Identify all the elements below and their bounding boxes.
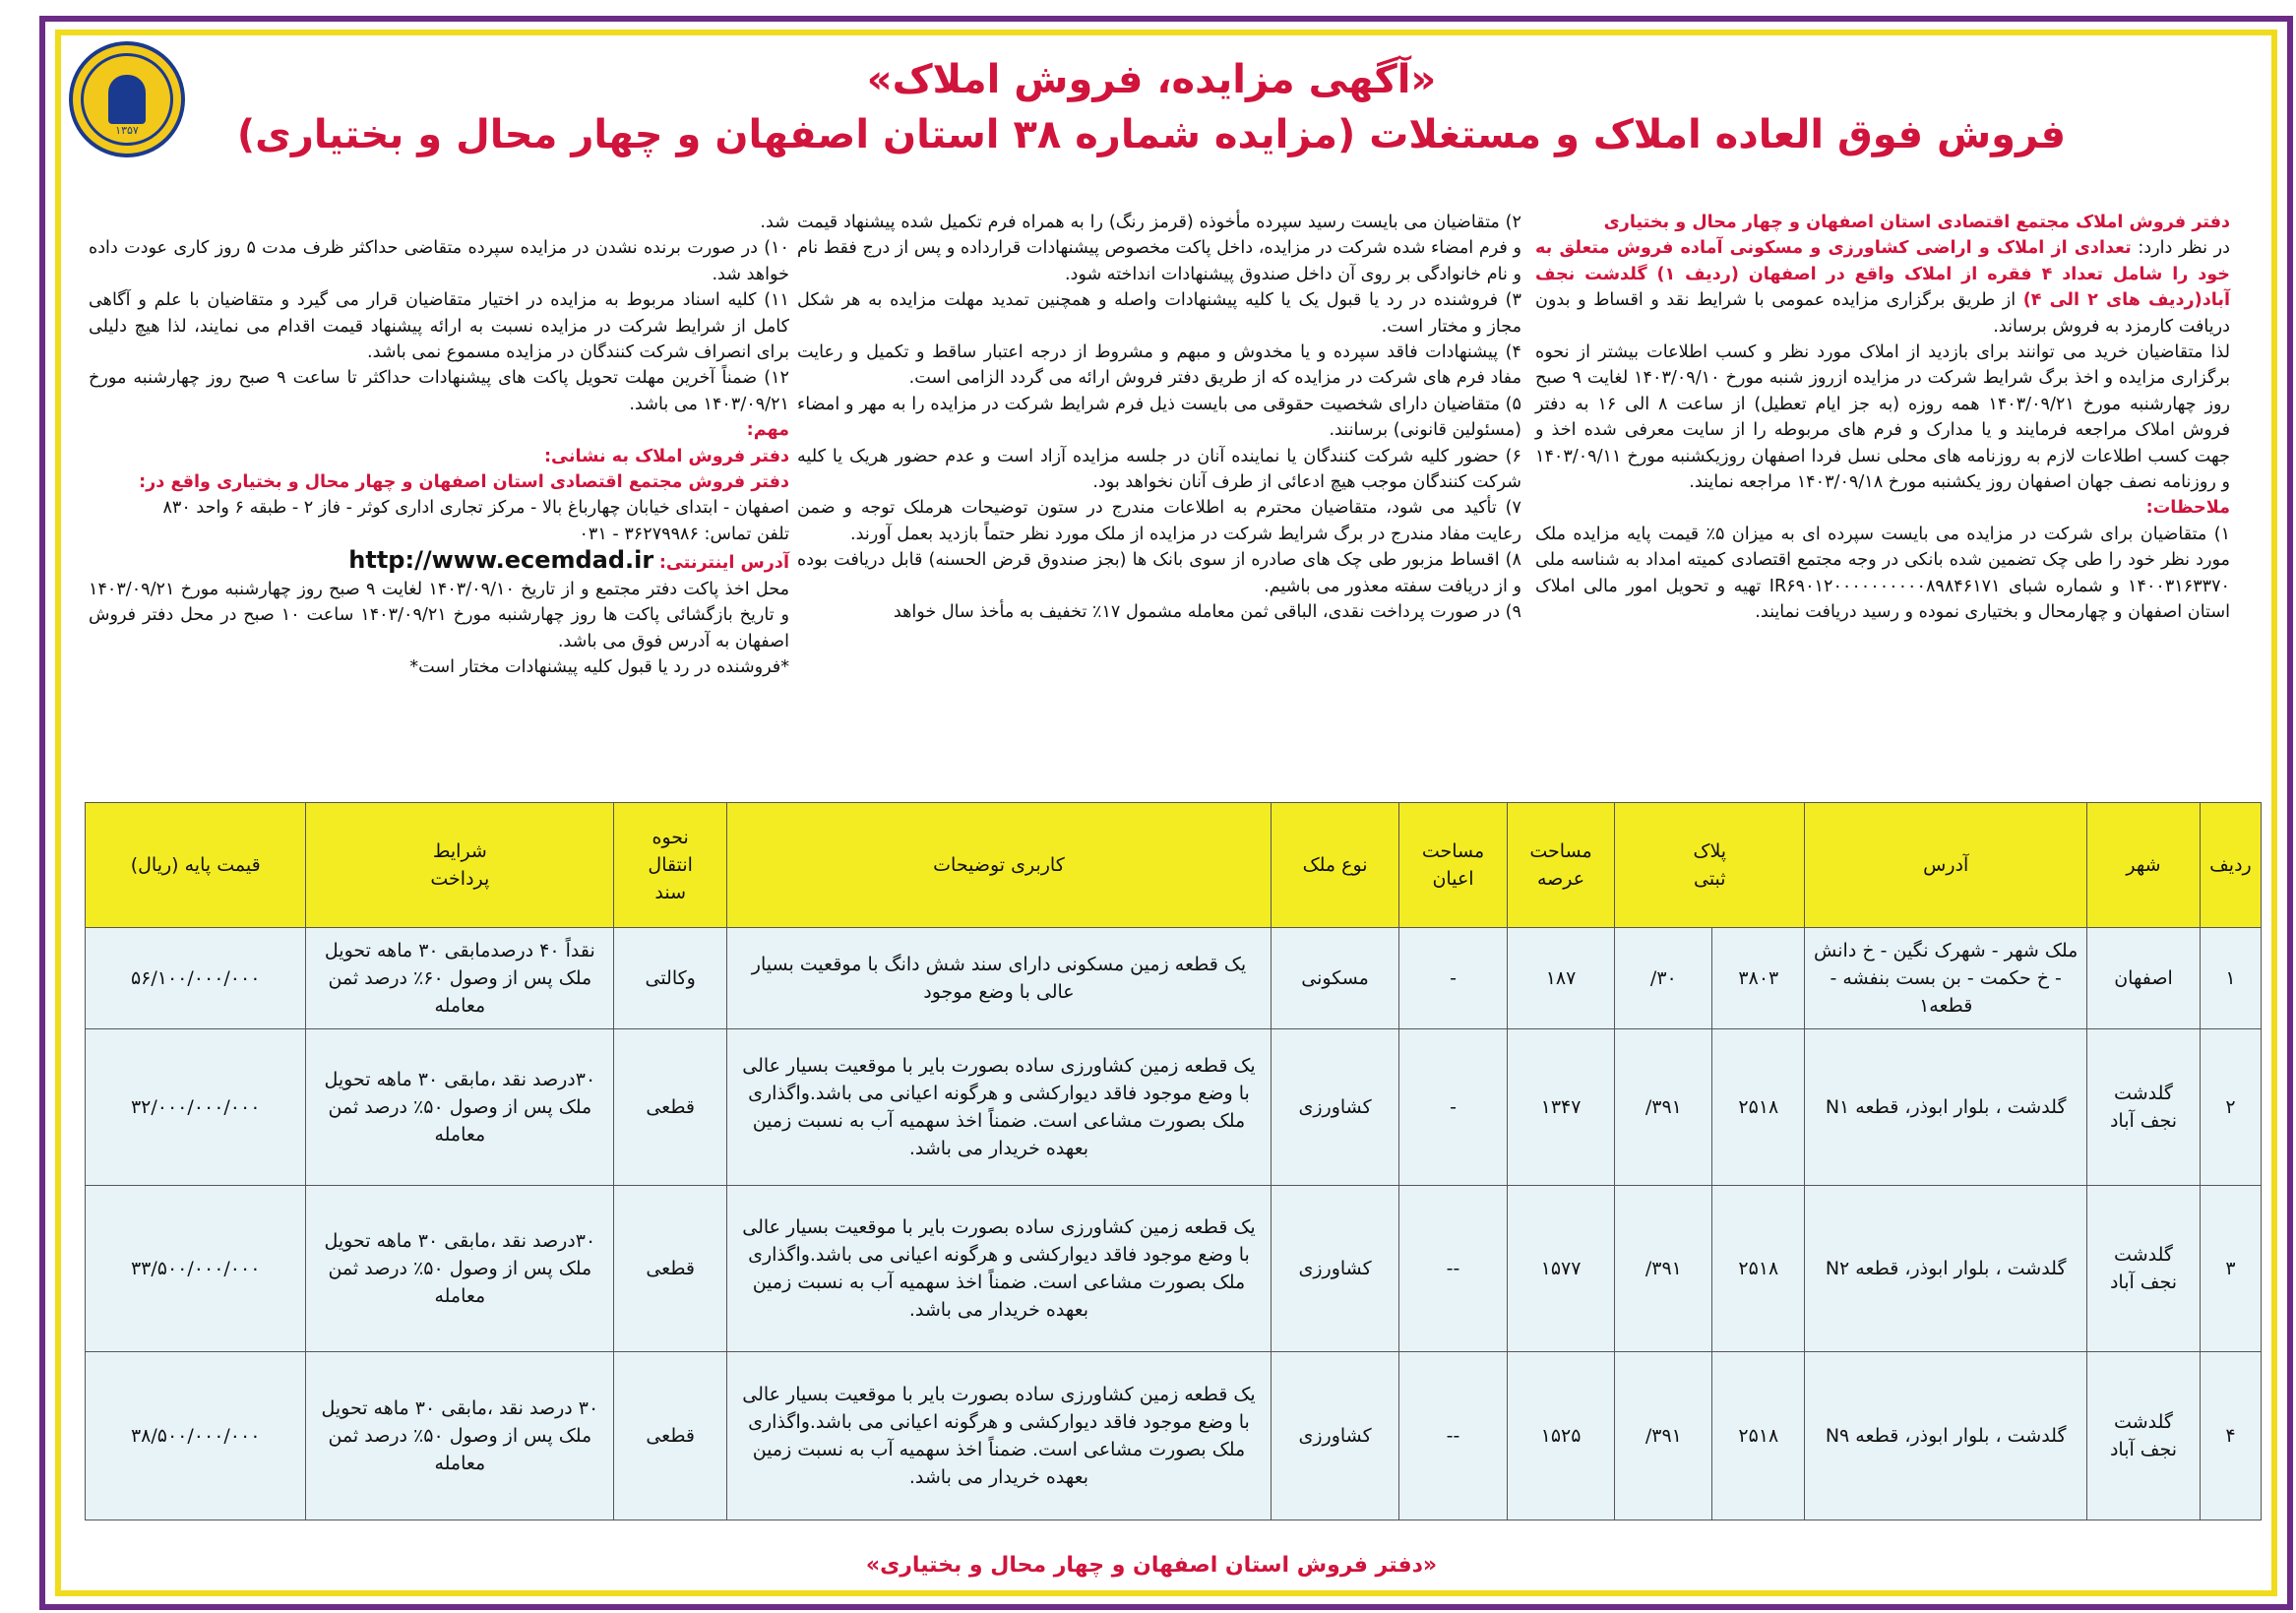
- header-land-b: عرصه: [1536, 868, 1585, 890]
- cell-transfer: قطعی: [614, 1352, 727, 1520]
- column-right: [1535, 210, 2230, 626]
- cell-plate-sub: ۳۰/: [1615, 928, 1712, 1029]
- cell-row-number: ۳: [2200, 1186, 2261, 1352]
- table-row: [86, 1029, 2262, 1186]
- ad-title: «آگهی مزایده، فروش املاک»: [866, 57, 1437, 102]
- header-bldg-a: مساحت: [1421, 840, 1485, 862]
- cell-price: ۳۳/۵۰۰/۰۰۰/۰۰۰: [86, 1186, 306, 1352]
- header-land-area: [1507, 803, 1615, 928]
- cell-terms: ۳۰ درصد نقد ،مابقی ۳۰ ماهه تحویل ملک پس از وصول ۵۰٪ درصد ثمن معامله: [306, 1352, 614, 1520]
- note-9-continued: شد.: [760, 213, 789, 232]
- header-type: نوع ملک: [1271, 803, 1398, 928]
- note-8: ۸) اقساط مزبور طی چک های صادره از سوی بانک ها (بجز صندوق قرض الحسنه) قابل دریافت بوده و از دریافت سفته معذور می باشیم.: [797, 550, 1521, 596]
- cell-land-area: ۱۵۲۵: [1507, 1352, 1615, 1520]
- cell-type: کشاورزی: [1271, 1352, 1398, 1520]
- cell-plate-sub: ۳۹۱/: [1615, 1352, 1712, 1520]
- cell-city: گلدشت نجف آباد: [2087, 1186, 2201, 1352]
- cell-transfer: وکالتی: [614, 928, 727, 1029]
- cell-transfer: قطعی: [614, 1186, 727, 1352]
- emdad-committee-logo: [69, 41, 185, 157]
- visit-paragraph: لذا متقاضیان خرید می توانند برای بازدید از املاک مورد نظر و کسب اطلاعات بیشتر از نحوه برگزاری مزایده و اخذ برگ شرایط شرکت در مزایده ازروز شنبه مورخ ۱۴۰۳/۰۹/۱۰ لغایت ۹ صبح روز چهارشنبه مورخ ۱۴۰۳/۰۹/۲۱ همه روزه (به جز ایام تعطیل) از ساعت ۸ الی ۱۶ به دفتر فروش املاک مراجعه فرمایند و یا مدارک و فرم های مربوطه را از سایت معرفی شده اخذ و جهت کسب اطلاعات لازم به روزنامه های محلی نسل فردا اصفهان روزیکشنبه مورخ ۱۴۰۳/۰۹/۱۱ و روزنامه نصف جهان اصفهان روز یکشنبه مورخ ۱۴۰۳/۰۹/۱۸ مراجعه نمایند.: [1535, 342, 2231, 493]
- note-7: ۷) تأکید می شود، متقاضیان محترم به اطلاعات مندرج در ستون توضیحات هرملک توجه و ضمن رعایت مفاد مندرج در برگ شرایط شرکت در مزایده از ملک مورد نظر حتماً بازدید بعمل آورند.: [797, 498, 1521, 544]
- header-plate: [1615, 803, 1805, 928]
- cell-description: یک قطعه زمین کشاورزی ساده بصورت بایر با موقعیت بسیار عالی با وضع موجود فاقد دیوارکشی و هرگونه اعیانی می باشد.واگذاری ملک بصورت مشاعی است. ضمناً اخذ سهمیه آب به نسبت زمین بعهده خریدار می باشد.: [727, 1029, 1272, 1186]
- cell-price: ۳۸/۵۰۰/۰۰۰/۰۰۰: [86, 1352, 306, 1520]
- website-link[interactable]: http://www.ecemdad.ir: [348, 546, 654, 575]
- cell-transfer: قطعی: [614, 1029, 727, 1186]
- column-left: [89, 210, 789, 680]
- note-3: ۳) فروشنده در رد یا قبول یک یا کلیه پیشنهادات واصله و همچنین تمدید مهلت مزایده به هر شکل مجاز و مختار است.: [797, 290, 1521, 337]
- cell-row-number: ۴: [2200, 1352, 2261, 1520]
- cell-price: ۳۲/۰۰۰/۰۰۰/۰۰۰: [86, 1029, 306, 1186]
- cell-type: کشاورزی: [1271, 1029, 1398, 1186]
- cell-plate-sub: ۳۹۱/: [1615, 1186, 1712, 1352]
- office-phone: تلفن تماس: ۳۶۲۷۹۹۸۶ - ۰۳۱: [579, 524, 789, 544]
- office-heading: دفتر فروش املاک مجتمع اقتصادی استان اصفهان و چهار محال و بختیاری: [1603, 213, 2230, 232]
- header-plate-b: ثبتی: [1693, 868, 1726, 890]
- cell-price: ۵۶/۱۰۰/۰۰۰/۰۰۰: [86, 928, 306, 1029]
- header-plate-a: پلاک: [1693, 840, 1727, 862]
- cell-plate-main: ۳۸۰۳: [1712, 928, 1805, 1029]
- cell-address: ملک شهر - شهرک نگین - خ دانش - خ حکمت - بن بست بنفشه - قطعه۱: [1805, 928, 2087, 1029]
- cell-city: اصفهان: [2087, 928, 2201, 1029]
- header-transfer-b: انتقال: [648, 854, 693, 876]
- cell-description: یک قطعه زمین کشاورزی ساده بصورت بایر با موقعیت بسیار عالی با وضع موجود فاقد دیوارکشی و هرگونه اعیانی می باشد.واگذاری ملک بصورت مشاعی است. ضمناً اخذ سهمیه آب به نسبت زمین بعهده خریدار می باشد.: [727, 1186, 1272, 1352]
- note-1: ۱) متقاضیان برای شرکت در مزایده می بایست سپرده ای به میزان ۵٪ قیمت پایه مزایده ملک مورد نظر خود را طی چک تضمین شده بانکی در وجه مجتمع اقتصادی کمیته امداد به شناسه ملی ۱۴۰۰۳۱۶۳۳۷۰ و شماره شبای IR۶۹۰۱۲۰۰۰۰۰۰۰۰۰۰۸۹۸۴۶۱۷۱ تهیه و تحویل امور مالی املاک استان اصفهان و چهارمحال و بختیاری نموده و رسید دریافت نمایند.: [1535, 524, 2231, 623]
- note-2: ۲) متقاضیان می بایست رسید سپرده مأخوذه (قرمز رنگ) را به همراه فرم تکمیل شده پیشنهاد قیمت و فرم امضاء شده شرکت در مزایده، داخل پاکت مخصوص پیشنهادات قرارداده و پس از درج فقط نام و نام خانوادگی بر روی آن داخل صندوق پیشنهادات انداخته شود.: [797, 213, 1521, 284]
- note-12: ۱۲) ضمناً آخرین مهلت تحویل پاکت های پیشنهادات حداکثر تا ساعت ۹ صبح روز چهارشنبه مورخ ۱۴۰۳/۰۹/۲۱ می باشد.: [89, 368, 790, 414]
- header-row-number: ردیف: [2200, 803, 2261, 928]
- header-terms-b: پرداخت: [430, 868, 490, 890]
- cell-description: یک قطعه زمین مسکونی دارای سند شش دانگ با موقعیت بسیار عالی با وضع موجود: [727, 928, 1272, 1029]
- cell-plate-main: ۲۵۱۸: [1712, 1029, 1805, 1186]
- header-description: کاربری توضیحات: [727, 803, 1272, 928]
- important-heading: مهم:: [746, 420, 789, 441]
- cell-land-area: ۱۵۷۷: [1507, 1186, 1615, 1352]
- header-transfer-a: نحوه: [652, 827, 689, 848]
- cell-city: گلدشت نجف آباد: [2087, 1352, 2201, 1520]
- delivery-info: محل اخذ پاکت دفتر مجتمع و از تاریخ ۱۴۰۳/۰۹/۱۰ لغایت ۹ صبح روز چهارشنبه مورخ ۱۴۰۳/۰۹/۲۱ و تاریخ بازگشائی پاکت ها روز چهارشنبه مورخ ۱۴۰۳/۰۹/۲۱ ساعت ۱۰ صبح در محل دفتر فروش اصفهان به آدرس فوق می باشد.: [89, 579, 790, 651]
- cell-city: گلدشت نجف آباد: [2087, 1029, 2201, 1186]
- cell-row-number: ۱: [2200, 928, 2261, 1029]
- header-address: آدرس: [1805, 803, 2087, 928]
- intro-prefix: در نظر دارد:: [2131, 238, 2230, 259]
- ad-subtitle: فروش فوق العاده املاک و مستغلات (مزایده شماره ۳۸ استان اصفهان و چهار محال و بختیاری): [236, 112, 2067, 157]
- table-row: [86, 928, 2262, 1029]
- header-land-a: مساحت: [1529, 840, 1592, 862]
- note-10: ۱۰) در صورت برنده نشدن در مزایده سپرده متقاضی حداکثر ظرف مدت ۵ روز کاری عودت داده خواهد شد.: [89, 238, 789, 284]
- header-building-area: [1399, 803, 1508, 928]
- cell-address: گلدشت ، بلوار ابوذر، قطعه N۱: [1805, 1029, 2087, 1186]
- cell-terms: ۳۰درصد نقد ،مابقی ۳۰ ماهه تحویل ملک پس از وصول ۵۰٪ درصد ثمن معامله: [306, 1029, 614, 1186]
- header-price: قیمت پایه (ریال): [86, 803, 306, 928]
- intro-highlight: تعدادی از املاک و اراضی کشاورزی و مسکونی آماده فروش متعلق به خود را شامل تعداد ۴ فقره از املاک واقع در اصفهان (ردیف ۱) گلدشت نجف آباد(ردیف های ۲ الی ۴): [1535, 238, 2230, 311]
- office-location: دفتر فروش مجتمع اقتصادی استان اصفهان و چهار محال و بختیاری واقع در:: [139, 472, 789, 493]
- office-address: اصفهان - ابتدای خیابان چهارباغ بالا - مرکز تجاری اداری کوثر - فاز ۲ - طبقه ۶ واحد ۸۳۰: [162, 498, 789, 519]
- cell-plate-main: ۲۵۱۸: [1712, 1352, 1805, 1520]
- family-figure-icon: [108, 75, 146, 124]
- cell-terms: نقداً ۴۰ درصدمابقی ۳۰ ماهه تحویل ملک پس از وصول ۶۰٪ درصد ثمن معامله: [306, 928, 614, 1029]
- cell-building-area: --: [1399, 1352, 1508, 1520]
- address-heading: دفتر فروش املاک به نشانی:: [544, 446, 789, 466]
- header-terms: [306, 803, 614, 928]
- cell-address: گلدشت ، بلوار ابوذر، قطعه N۹: [1805, 1352, 2087, 1520]
- notes-heading: ملاحظات:: [2145, 498, 2230, 519]
- website-label: آدرس اینترنتی:: [658, 553, 789, 574]
- header-bldg-b: اعیان: [1432, 868, 1474, 890]
- cell-terms: ۳۰درصد نقد ،مابقی ۳۰ ماهه تحویل ملک پس از وصول ۵۰٪ درصد ثمن معامله: [306, 1186, 614, 1352]
- website-line: [89, 547, 789, 576]
- note-11: ۱۱) کلیه اسناد مربوط به مزایده در اختیار متقاضیان قرار می گیرد و متقاضیان با علم و آگاهی کامل از شرایط شرکت در مزایده نسبت به ارائه پیشنهاد قیمت اقدام می نمایند، لذا هیچ دلیلی برای انصراف شرکت کنندگان در مزایده مسموع نمی باشد.: [89, 290, 789, 363]
- cell-building-area: -: [1399, 1029, 1508, 1186]
- footer-signature: «دفتر فروش استان اصفهان و چهار محال و بختیاری»: [865, 1553, 1438, 1578]
- table-row: [86, 1186, 2262, 1352]
- cell-address: گلدشت ، بلوار ابوذر، قطعه N۲: [1805, 1186, 2087, 1352]
- header-transfer-c: سند: [654, 882, 686, 903]
- header-transfer: [614, 803, 727, 928]
- final-note: *فروشنده در رد یا قبول کلیه پیشنهادات مختار است*: [409, 656, 789, 677]
- header-terms-a: شرایط: [432, 840, 487, 862]
- logo-year: ۱۳۵۷: [115, 124, 139, 137]
- cell-land-area: ۱۸۷: [1507, 928, 1615, 1029]
- cell-building-area: -: [1399, 928, 1508, 1029]
- note-9: ۹) در صورت پرداخت نقدی، الباقی ثمن معامله مشمول ۱۷٪ تخفیف به مأخذ سال خواهد: [893, 602, 1521, 623]
- cell-plate-sub: ۳۹۱/: [1615, 1029, 1712, 1186]
- cell-description: یک قطعه زمین کشاورزی ساده بصورت بایر با موقعیت بسیار عالی با وضع موجود فاقد دیوارکشی و هرگونه اعیانی می باشد.واگذاری ملک بصورت مشاعی است. ضمناً اخذ سهمیه آب به نسبت زمین بعهده خریدار می باشد.: [727, 1352, 1272, 1520]
- cell-row-number: ۲: [2200, 1029, 2261, 1186]
- note-6: ۶) حضور کلیه شرکت کنندگان یا نماینده آنان در جلسه مزایده آزاد است و عدم حضور هریک یا کلیه شرکت کنندگان موجب هیچ ادعائی از طرف آنان نخواهد بود.: [797, 446, 1521, 493]
- header-city: شهر: [2087, 803, 2201, 928]
- properties-table: [85, 802, 2262, 1520]
- cell-type: کشاورزی: [1271, 1186, 1398, 1352]
- intro-rest: از طریق برگزاری مزایده عمومی با شرایط نقد و اقساط و بدون دریافت کارمزد به فروش برساند.: [1535, 290, 2230, 337]
- table-row: [86, 1352, 2262, 1520]
- intro-paragraph: [1535, 235, 2230, 340]
- table-header-row: [86, 803, 2262, 928]
- column-middle: [797, 210, 1521, 626]
- cell-land-area: ۱۳۴۷: [1507, 1029, 1615, 1186]
- note-5: ۵) متقاضیان دارای شخصیت حقوقی می بایست ذیل فرم شرایط شرکت در مزایده را به مهر و امضاء (مسئولین قانونی) برسانند.: [797, 394, 1521, 441]
- cell-building-area: --: [1399, 1186, 1508, 1352]
- note-4: ۴) پیشنهادات فاقد سپرده و یا مخدوش و مبهم و مشروط از درجه اعتبار ساقط و تکمیل و رعایت مفاد فرم های شرکت در مزایده که از طریق دفتر فروش ارائه می گردد الزامی است.: [797, 342, 1521, 389]
- cell-type: مسکونی: [1271, 928, 1398, 1029]
- cell-plate-main: ۲۵۱۸: [1712, 1186, 1805, 1352]
